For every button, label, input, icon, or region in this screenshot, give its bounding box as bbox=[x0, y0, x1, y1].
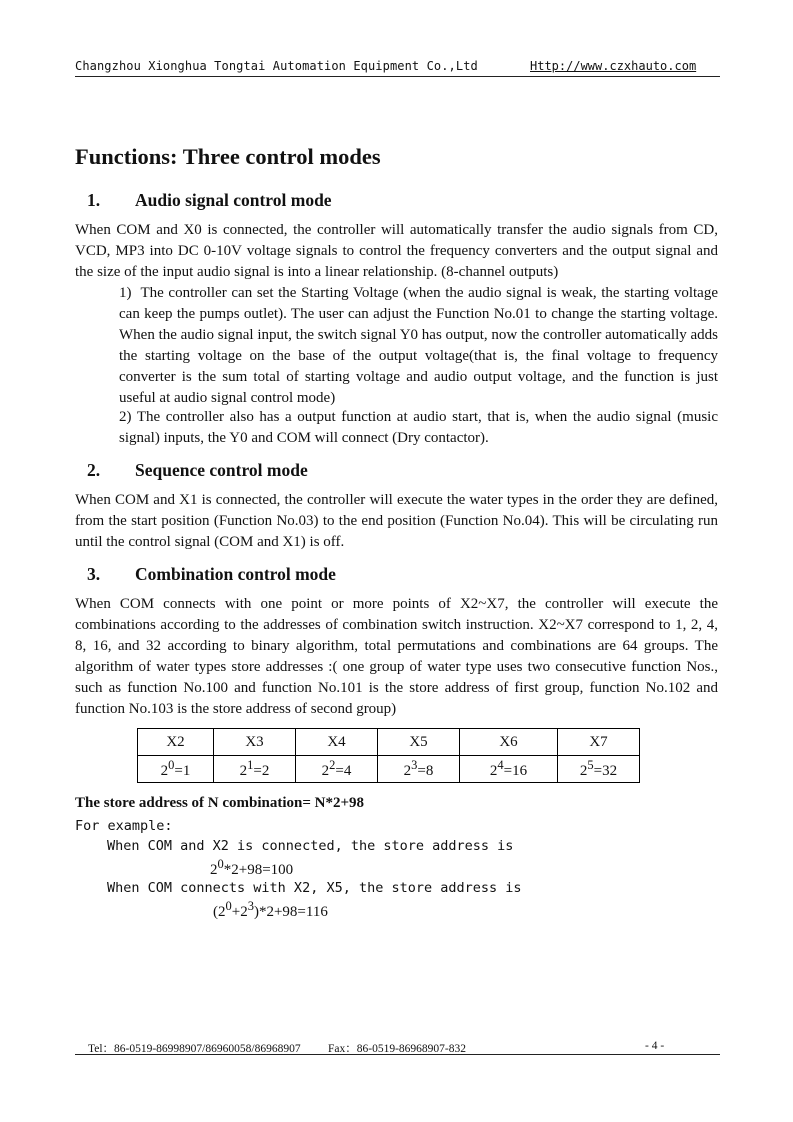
table-value-row bbox=[138, 756, 640, 783]
company-name: Changzhou Xionghua Tongtai Automation Equipment Co.,Ltd bbox=[75, 59, 478, 73]
table-value-cell: $2^3=8$ bbox=[378, 756, 460, 783]
example-calc-1: $2^0*2+98=100$ bbox=[210, 857, 294, 878]
section-number: 3. bbox=[87, 564, 101, 584]
example-line-1: When COM and X2 is connected, the store address is bbox=[107, 838, 514, 854]
section-number: 1. bbox=[87, 190, 101, 210]
section-title: Audio signal control mode bbox=[135, 190, 332, 210]
company-url-link[interactable]: Http://www.czxhauto.com bbox=[530, 59, 697, 73]
table-value-cell: $2^1=2$ bbox=[214, 756, 296, 783]
table-value-cell: $2^4=16$ bbox=[460, 756, 558, 783]
example-calc-2: $(2^0+2^3)*2+98=116$ bbox=[213, 899, 328, 920]
footer-tel: Tel：86-0519-86998907/86960058/86968907 bbox=[88, 1043, 301, 1055]
table-header-cell: X4 bbox=[296, 729, 378, 756]
table-header-row bbox=[138, 729, 640, 756]
section-title: Combination control mode bbox=[135, 564, 336, 584]
footer-fax: Fax：86-0519-86968907-832 bbox=[328, 1043, 466, 1055]
store-address-formula: The store address of N combination= N*2+98 bbox=[75, 795, 365, 811]
example-label: For example: bbox=[75, 818, 173, 834]
combination-mode-text: When COM connects with one point or more points of X2~X7, the controller will execute the combinations according to the addresses of combination switch instruction. X2~X7 correspond to 1, 2, 4, 8, 16, and 32 according to binary algorithm, total permutations and combinations are 64 groups. The algorithm of water types store addresses :( one group of water type uses two consecutive function Nos., such as function No.100 and function No.101 is the store address of first group, function No.102 and function No.103 is the store address of second group) bbox=[75, 596, 718, 717]
table-header-cell: X7 bbox=[558, 729, 640, 756]
audio-mode-item-2: 2) The controller also has a output function at audio start, that is, when the audio signal (music signal) inputs, the Y0 and COM will connect (Dry contactor). bbox=[119, 409, 718, 446]
table-header-cell: X6 bbox=[460, 729, 558, 756]
table-value-cell: $2^5=32$ bbox=[558, 756, 640, 783]
page-header bbox=[75, 59, 720, 77]
audio-mode-intro: When COM and X0 is connected, the controller will automatically transfer the audio signals from CD, VCD, MP3 into DC 0-10V voltage signals to control the frequency converters and the output signal and the size of the input audio signal is into a linear relationship. (8-channel outputs) bbox=[75, 222, 718, 280]
binary-weight-table bbox=[137, 728, 640, 783]
section-heading-sequence bbox=[87, 460, 308, 481]
section-number: 2. bbox=[87, 460, 101, 480]
page-footer bbox=[75, 1038, 720, 1055]
example-line-2: When COM connects with X2, X5, the store address is bbox=[107, 880, 522, 896]
section-heading-combination bbox=[87, 564, 336, 585]
audio-mode-item-1: 1) The controller can set the Starting Voltage (when the audio signal is weak, the starting voltage can keep the pumps outlet). The user can adjust the Function No.01 to change the starting voltage. When the audio signal input, the switch signal Y0 has output, now the controller automatically adds the starting voltage on the base of the output voltage(that is, the final voltage to frequency converter is the sum total of starting voltage and audio output voltage, and the function is just useful at audio signal control mode) bbox=[119, 285, 718, 406]
section-heading-audio bbox=[87, 190, 332, 211]
table-value-cell: $2^0=1$ bbox=[138, 756, 214, 783]
table-value-cell: $2^2=4$ bbox=[296, 756, 378, 783]
table-header-cell: X5 bbox=[378, 729, 460, 756]
table-header-cell: X3 bbox=[214, 729, 296, 756]
table-header-cell: X2 bbox=[138, 729, 214, 756]
page-number: - 4 - bbox=[645, 1040, 665, 1052]
page-title: Functions: Three control modes bbox=[75, 144, 381, 169]
sequence-mode-text: When COM and X1 is connected, the controller will execute the water types in the order they are defined, from the start position (Function No.03) to the end position (Function No.04). This will be circulating run until the control signal (COM and X1) is off. bbox=[75, 492, 718, 550]
section-title: Sequence control mode bbox=[135, 460, 308, 480]
